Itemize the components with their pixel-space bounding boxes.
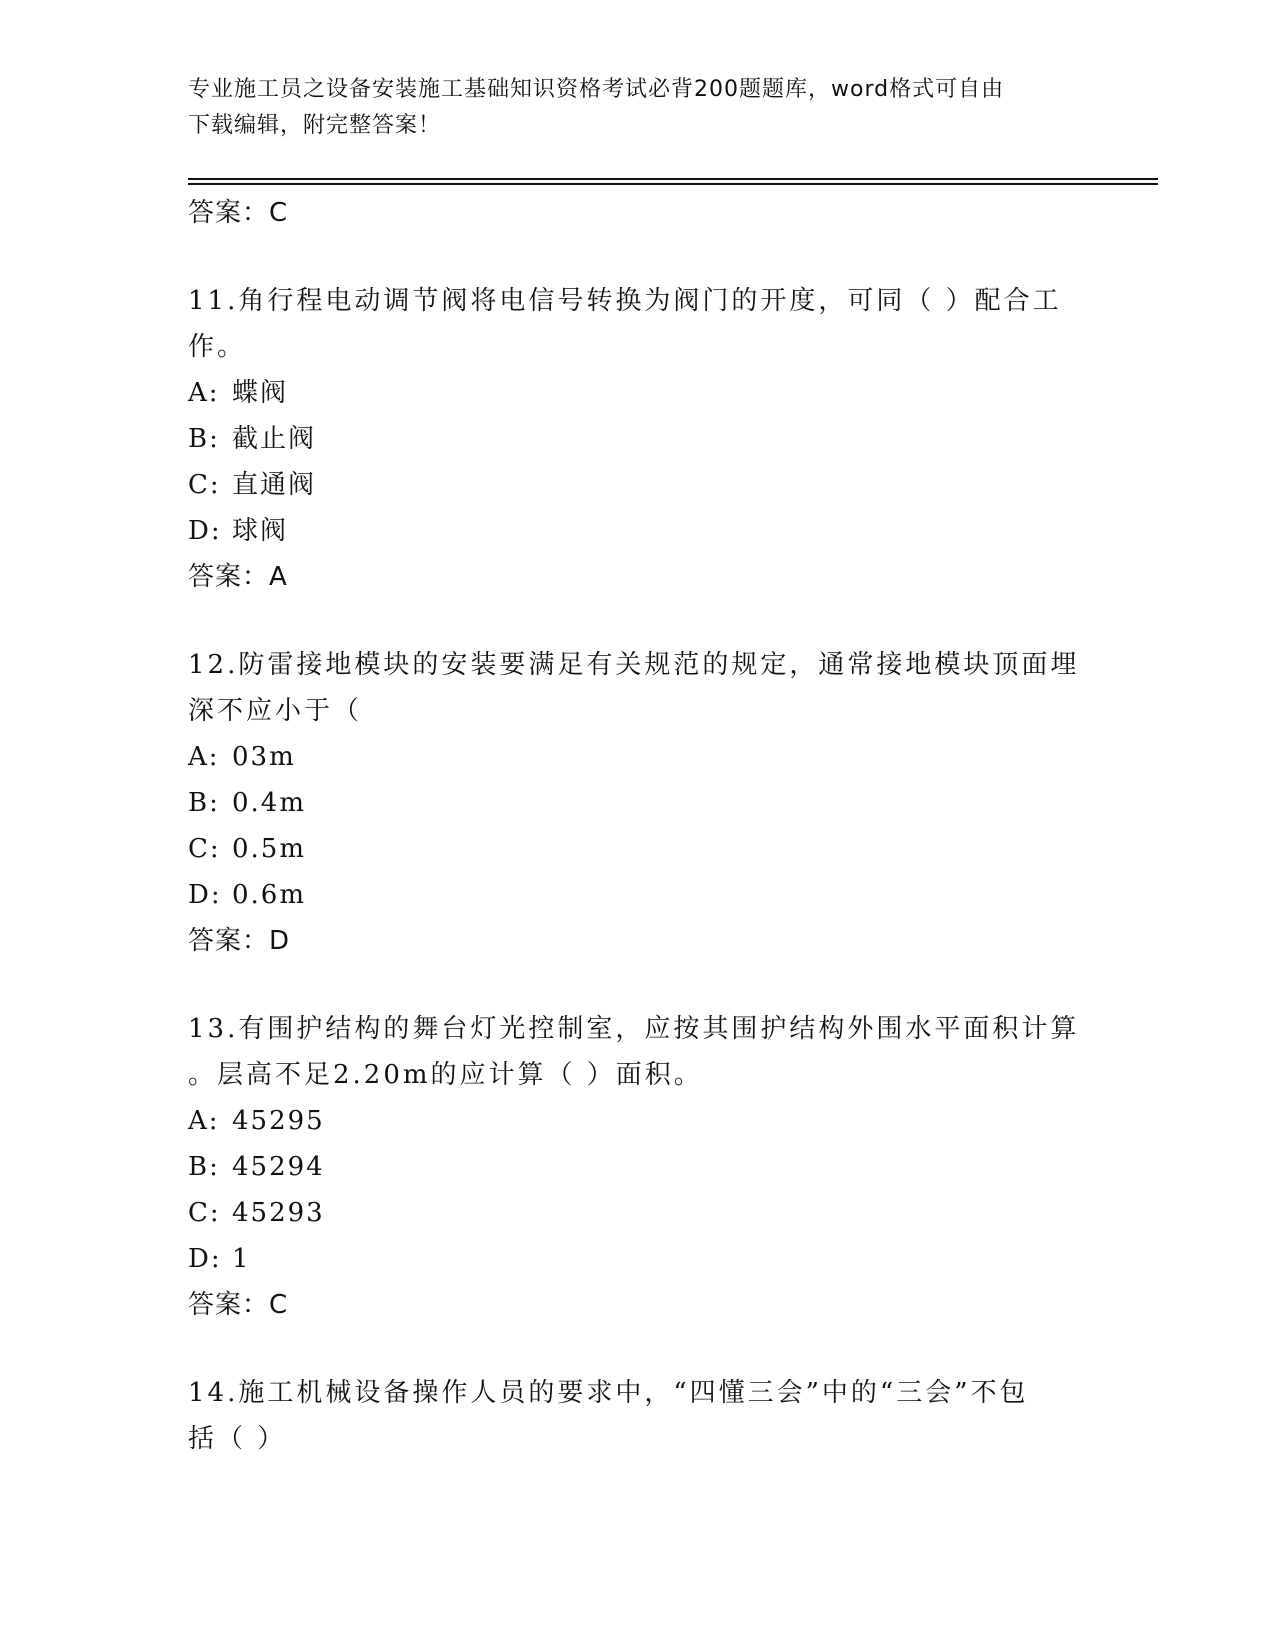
option-letter: D: — [188, 516, 222, 546]
questions-content — [188, 190, 1088, 1462]
option-letter: B: — [188, 1152, 220, 1182]
option-text: 蝶阀 — [232, 378, 289, 408]
option-b — [188, 1144, 1088, 1190]
option-letter: A: — [188, 742, 220, 772]
header-divider-top — [188, 178, 1158, 180]
option-text: 0.4m — [232, 788, 307, 818]
option-d — [188, 508, 1088, 554]
option-letter: C: — [188, 834, 221, 864]
option-c — [188, 1190, 1088, 1236]
option-text: 45294 — [232, 1152, 325, 1182]
option-text: 球阀 — [232, 516, 289, 546]
question-13 — [188, 1006, 1088, 1328]
option-a — [188, 734, 1088, 780]
option-c — [188, 826, 1088, 872]
option-text: 0.5m — [232, 834, 307, 864]
answer-line: 答案：C — [188, 1290, 289, 1320]
question-stem-line: 作。 — [188, 332, 247, 362]
option-text: 1 — [232, 1244, 251, 1274]
option-letter: A: — [188, 378, 220, 408]
answer-line: 答案：C — [188, 198, 289, 228]
option-text: 直通阀 — [232, 470, 317, 500]
question-stem-line: 括（ ） — [188, 1424, 287, 1454]
question-stem — [188, 1370, 1088, 1462]
question-stem — [188, 278, 1088, 370]
option-b — [188, 416, 1088, 462]
option-letter: B: — [188, 424, 220, 454]
document-header — [188, 72, 1088, 144]
question-stem-line: 12.防雷接地模块的安装要满足有关规范的规定，通常接地模块顶面埋 — [188, 650, 1080, 680]
option-text: 45295 — [232, 1106, 325, 1136]
option-letter: C: — [188, 1198, 221, 1228]
option-letter: D: — [188, 880, 222, 910]
option-d — [188, 872, 1088, 918]
option-letter: C: — [188, 470, 221, 500]
answer-line: 答案：D — [188, 926, 291, 956]
option-letter: A: — [188, 1106, 220, 1136]
question-stem-line: 14.施工机械设备操作人员的要求中，“四懂三会”中的“三会”不包 — [188, 1378, 1029, 1408]
answer-line: 答案：A — [188, 562, 288, 592]
option-letter: D: — [188, 1244, 222, 1274]
option-b — [188, 780, 1088, 826]
option-text: 截止阀 — [232, 424, 317, 454]
question-12 — [188, 642, 1088, 964]
question-stem — [188, 642, 1088, 734]
header-line-2: 下载编辑，附完整答案！ — [188, 113, 442, 138]
option-c — [188, 462, 1088, 508]
question-stem — [188, 1006, 1088, 1098]
question-stem-line: 11.角行程电动调节阀将电信号转换为阀门的开度，可同（ ）配合工 — [188, 286, 1062, 316]
question-stem-line: 13.有围护结构的舞台灯光控制室，应按其围护结构外围水平面积计算 — [188, 1014, 1080, 1044]
option-text: 0.6m — [232, 880, 307, 910]
header-line-1: 专业施工员之设备安装施工基础知识资格考试必背200题题库，word格式可自由 — [188, 77, 1005, 102]
option-text: 03m — [232, 742, 296, 772]
question-stem-line: 深不应小于（ — [188, 696, 363, 726]
option-d — [188, 1236, 1088, 1282]
option-a — [188, 370, 1088, 416]
question-14 — [188, 1370, 1088, 1462]
option-text: 45293 — [232, 1198, 325, 1228]
question-11 — [188, 278, 1088, 600]
header-divider-bottom — [188, 183, 1158, 185]
option-letter: B: — [188, 788, 220, 818]
question-stem-line: 。层高不足2.20m的应计算（ ）面积。 — [188, 1060, 703, 1090]
option-a — [188, 1098, 1088, 1144]
